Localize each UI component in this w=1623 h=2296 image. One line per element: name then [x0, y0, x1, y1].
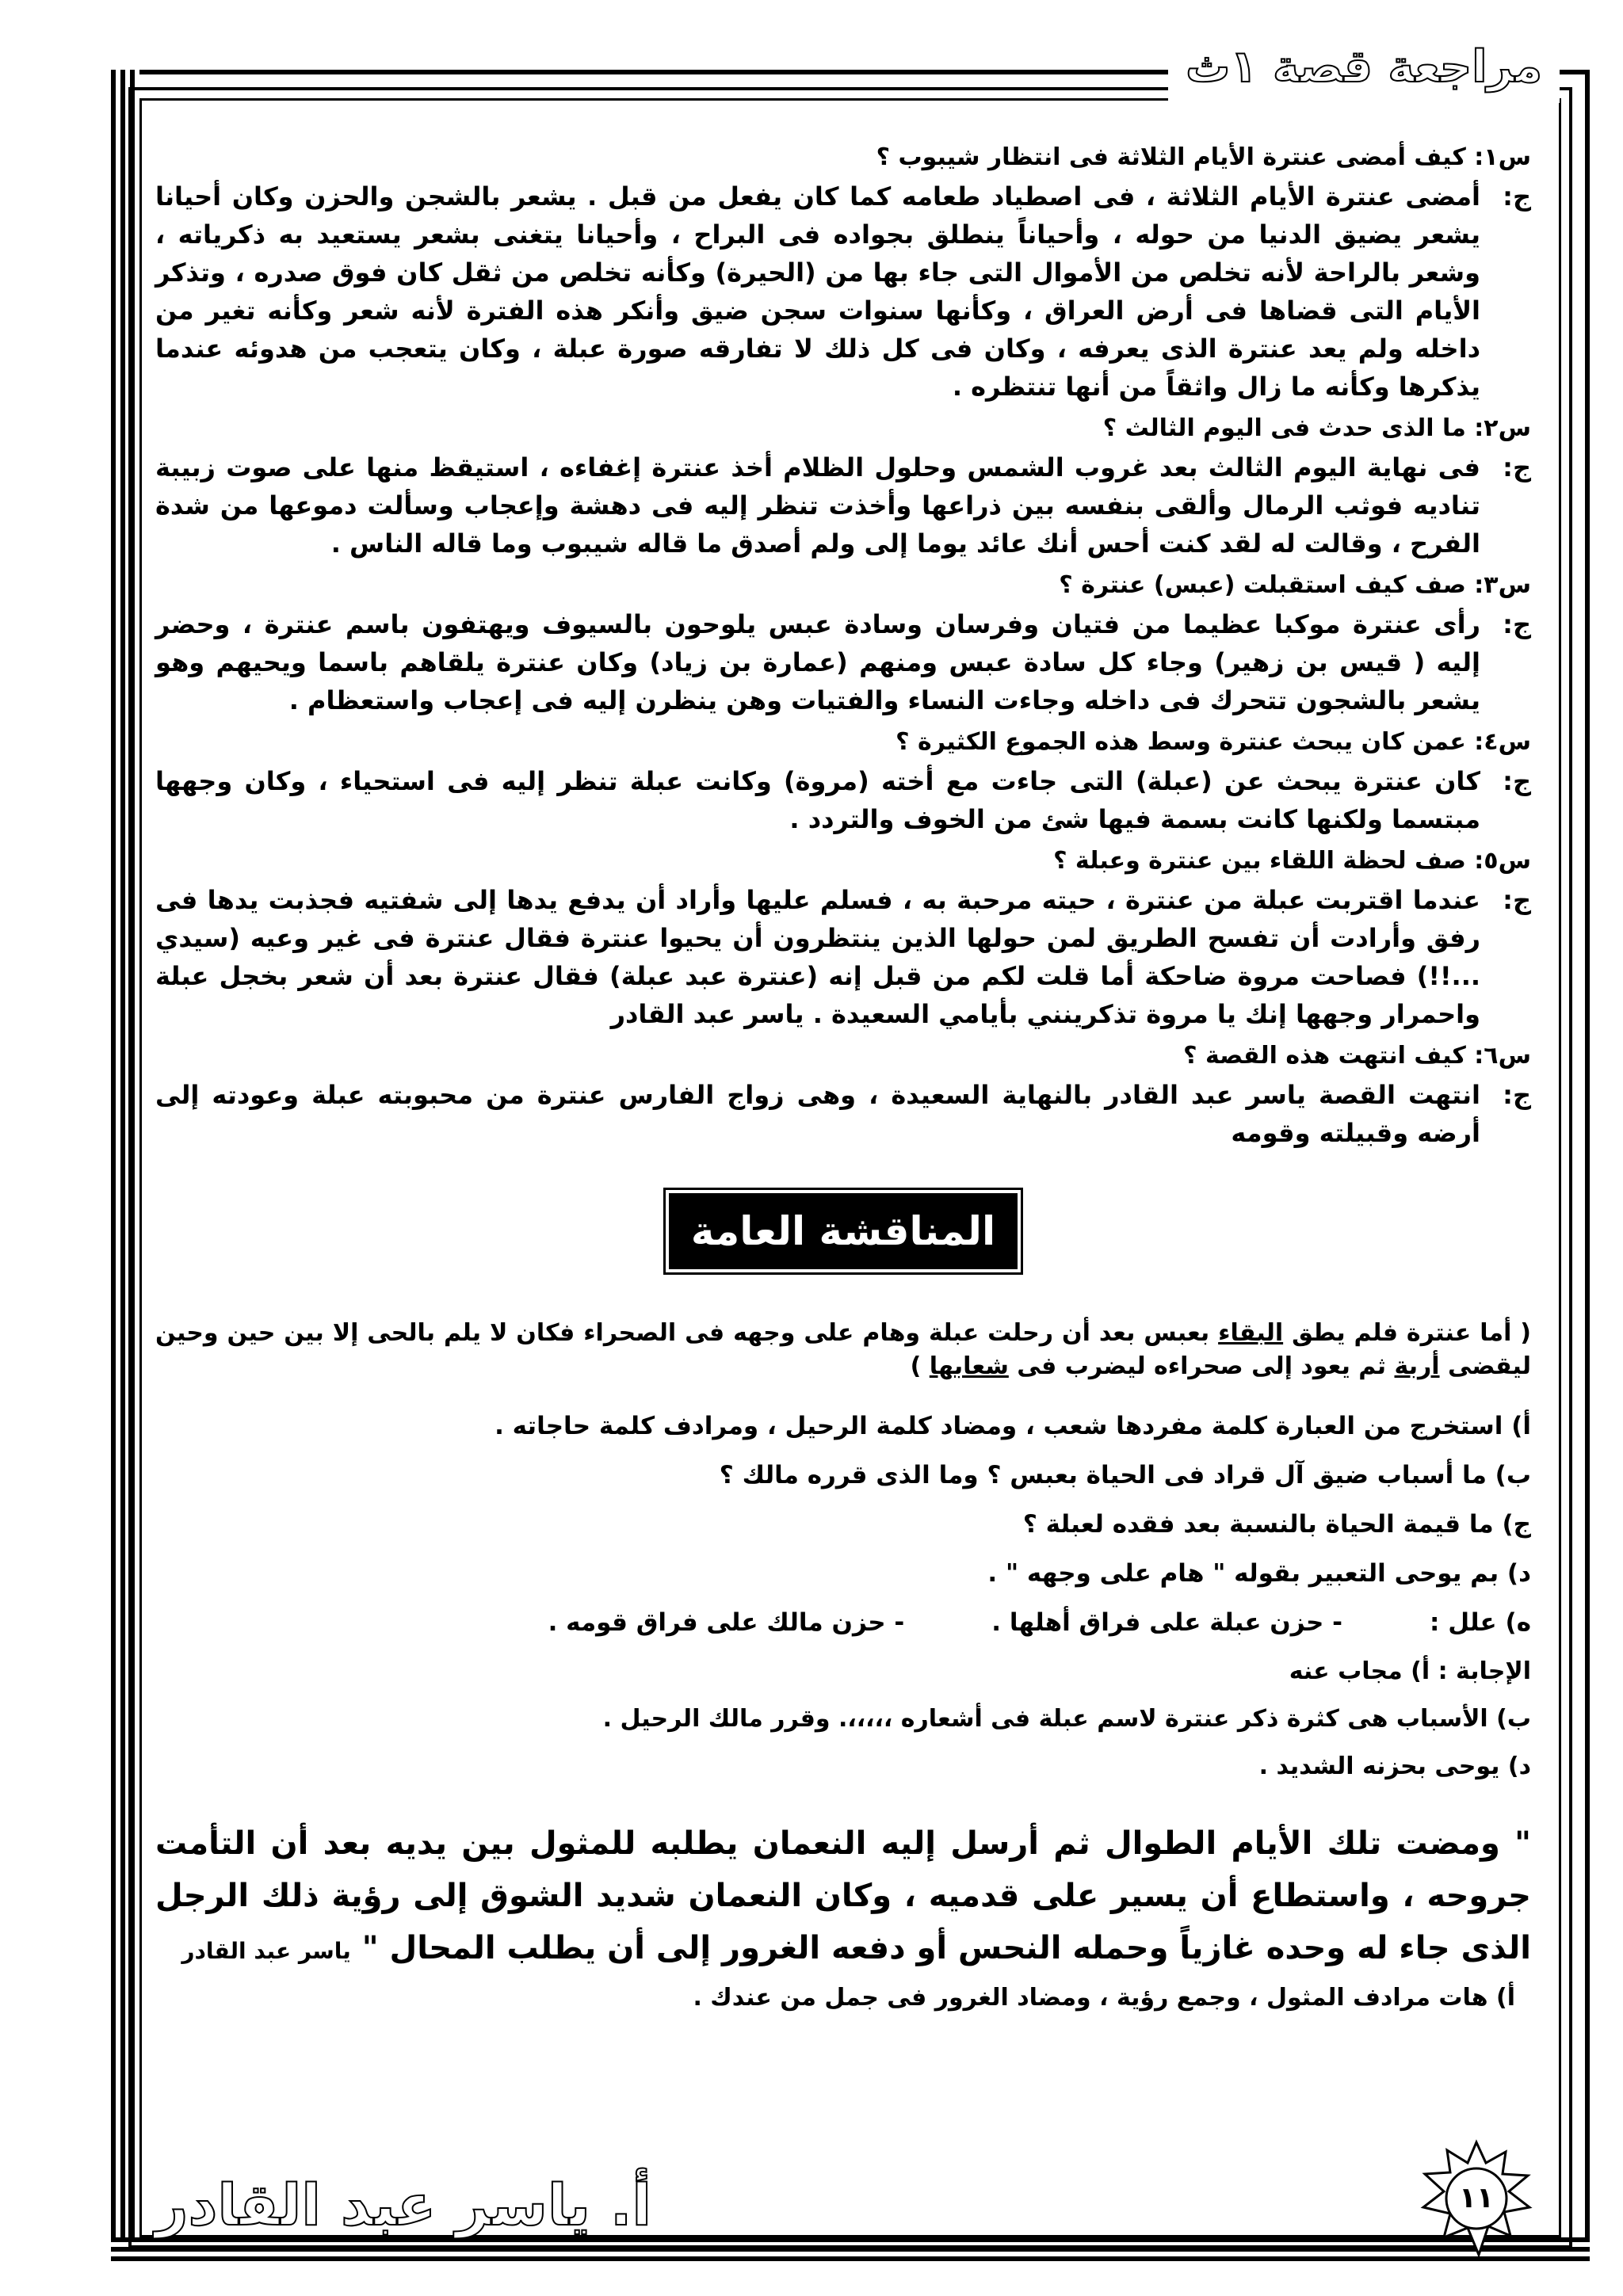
discussion-answer-a: الإجابة : أ) مجاب عنه	[1289, 1657, 1531, 1685]
page-number: ١١	[1459, 2182, 1494, 2214]
passage-text: ( أما عنترة فلم يطق	[1283, 1319, 1532, 1347]
question-5: س٥: صف لحظة اللقاء بين عنترة وعبلة ؟	[1053, 847, 1531, 875]
page-title: مراجعة قصة ١ث	[1168, 32, 1560, 103]
qa-block-2	[155, 414, 1531, 563]
passage-text: )	[910, 1352, 930, 1380]
answer-prefix: ج:	[1503, 609, 1531, 639]
passage-underlined-word: شعابها	[929, 1352, 1009, 1380]
answer-3	[155, 605, 1531, 719]
qa-block-1	[155, 143, 1531, 406]
question-1: س١: كيف أمضى عنترة الأيام الثلاثة فى انتظار شيبوب ؟	[876, 143, 1531, 171]
discussion-question-b: ب) ما أسباب ضيق آل قراد فى الحياة بعبس ؟ وما الذى قرره مالك ؟	[719, 1461, 1531, 1489]
discussion-question-c: ج) ما قيمة الحياة بالنسبة بعد فقده لعبلة ؟	[1022, 1510, 1531, 1539]
question-3: س٣: صف كيف استقبلت (عبس) عنترة ؟	[1059, 571, 1531, 599]
passage-underlined-word: أربة	[1394, 1352, 1440, 1380]
question-2: س٢: ما الذى حدث فى اليوم الثالث ؟	[1102, 414, 1531, 442]
qa-block-3	[155, 570, 1531, 719]
page-content	[155, 143, 1531, 2016]
answer-prefix: ج:	[1503, 452, 1531, 482]
discussion-answer-b: ب) الأسباب هى كثرة ذكر عنترة لاسم عبلة فى أشعاره ،،،،،. وقرر مالك الرحيل .	[602, 1705, 1531, 1733]
quote-author: ياسر عبد القادر	[181, 1938, 351, 1964]
answer-5	[155, 881, 1531, 1033]
passage-underlined-word: البقاء	[1218, 1319, 1284, 1347]
author-signature: أ. ياسر عبد القادر	[155, 2172, 652, 2238]
question-4: س٤: عمن كان يبحث عنترة وسط هذه الجموع الكثيرة ؟	[896, 728, 1531, 756]
question-e-label: ه) علل :	[1430, 1608, 1531, 1637]
answer-prefix: ج:	[1503, 766, 1531, 796]
passage-text: ثم يعود إلى صحراءه ليضرب فى	[1008, 1352, 1395, 1380]
answer-prefix: ج:	[1503, 885, 1531, 915]
answer-text: رأى عنترة موكبا عظيما من فتيان وفرسان وسادة عبس يلوحون بالسيوف ويهتفون باسم عنترة ، وحضر إليه ( قيس بن زهير) وجاء كل سادة عبس ومنهم (عمارة بن زياد) وكان عنترة يلقاهم باسما ويحيهم وهو يشعر بالشجون تتحرك فى داخله وجاءت النساء والفتيات وهن ينظرن إليه فى إعجاب واستعظام .	[155, 609, 1480, 715]
question-e-part-1: - حزن عبلة على فراق أهلها .	[991, 1608, 1343, 1637]
answer-6	[155, 1076, 1531, 1152]
question-6: س٦: كيف انتهت هذه القصة ؟	[1183, 1042, 1531, 1070]
qa-block-6	[155, 1041, 1531, 1152]
answer-text: كان عنترة يبحث عن (عبلة) التى جاءت مع أخته (مروة) وكانت عبلة تنظر إليه فى استحياء ، وكان وجهها مبتسما ولكنها كانت بسمة فيها شئ من الخوف والتردد .	[155, 766, 1480, 834]
answer-1	[155, 177, 1531, 406]
answer-text: عندما اقتربت عبلة من عنترة ، حيته مرحبة به ، فسلم عليها وأراد أن يدفع يدها إلى شفتيه فجذبت يدها فى رفق وأرادت أن تفسح الطريق لمن حولها الذين ينتظرون أن يحيوا عنترة فقال عنترة فى غير وعيه (سيدي ...!!) فصاحت مروة ضاحكة أما قلت لكم من قبل إنه (عنترة عبد عبلة) فقال عنترة بعد أن شعر بخجل عبلة واحمرار وجهها إنك يا مروة تذكرينني بأيامي السعيدة . ياسر عبد القادر	[155, 885, 1480, 1029]
answer-4	[155, 762, 1531, 838]
answer-text: فى نهاية اليوم الثالث بعد غروب الشمس وحلول الظلام أخذ عنترة إغفاءه ، استيقظ منها على صوت زبيبة تناديه فوثب الرمال وألقى بنفسه بين ذراعها وأخذت تنظر إليه فى دهشة وإعجاب وسألت دموعها من شدة الفرح ، وقالت له لقد كنت أحس أنك عائد يوما إلى ولم أصدق ما قاله شيبوب وما قاله الناس .	[155, 452, 1480, 559]
answer-2	[155, 448, 1531, 563]
discussion-heading-wrap	[155, 1193, 1531, 1269]
passage-text: بعبس بعد أن رحلت عبلة وهام على وجهه فى الصحراء فكان لا يلم بالحى إلا بين حين وحين ليقضى	[155, 1319, 1531, 1380]
discussion-passage	[155, 1317, 1531, 1383]
discussion-heading: المناقشة العامة	[669, 1193, 1018, 1269]
answer-text: أمضى عنترة الأيام الثلاثة ، فى اصطياد طعامه كما كان يفعل من قبل . يشعر بالشجن والحزن وكان أحيانا يشعر يضيق الدنيا من حوله ، وأحياناً ينطلق بجواده فى البراح ، وأحيانا يتغنى بشعر يستعيد به ذكرياته ، وشعر بالراحة لأنه تخلص من الأموال التى جاء بها من (الحيرة) وكأنه تخلص من ثقل كان فوق صدره ، وتذكر الأيام التى قضاها فى أرض العراق ، وكأنها سنوات سجن ضيق وأنكر هذه الفترة لأنه شعر وكأنه تغير من داخله ولم يعد عنترة الذى يعرفه ، وكان فى كل ذلك لا تفارقه صورة عبلة ، وكان يتعجب من هدوئه عندما يذكرها وكأنه ما زال واثقاً من أنها تنتظره .	[155, 181, 1480, 402]
discussion-question-d: د) بم يوحى التعبير بقوله " هام على وجهه " .	[987, 1559, 1531, 1588]
answer-text: انتهت القصة ياسر عبد القادر بالنهاية السعيدة ، وهى زواج الفارس عنترة من محبوبته عبلة وعودته إلى أرضه وقبيلته وقومه	[155, 1080, 1480, 1148]
discussion-question-e	[171, 1604, 1531, 1642]
quote-question: أ) هات مرادف المثول ، وجمع رؤية ، ومضاد الغرور فى جمل من عندك .	[693, 1984, 1515, 2012]
answer-prefix: ج:	[1503, 181, 1531, 212]
discussion-question-a: أ) استخرج من العبارة كلمة مفردها شعب ، ومضاد كلمة الرحيل ، ومرادف كلمة حاجاته .	[495, 1412, 1531, 1440]
qa-block-5	[155, 846, 1531, 1033]
qa-block-4	[155, 727, 1531, 838]
discussion-answer-d: د) يوحى بحزنه الشديد .	[1258, 1753, 1531, 1780]
quote-text: " ومضت تلك الأيام الطوال ثم أرسل إليه النعمان يطلبه للمثول بين يديه بعد أن التأمت جروحه ، واستطاع أن يسير على قدميه ، وكان النعمان شديد الشوق إلى رؤية ذلك الرجل الذى جاء له وحده غازياً وحمله النحس أو دفعه الغرور إلى أن يطلب المحال "	[155, 1825, 1531, 1966]
answer-prefix: ج:	[1503, 1080, 1531, 1110]
question-e-part-2: - حزن مالك على فراق قومه .	[548, 1608, 905, 1637]
quote-passage	[155, 1817, 1531, 1978]
